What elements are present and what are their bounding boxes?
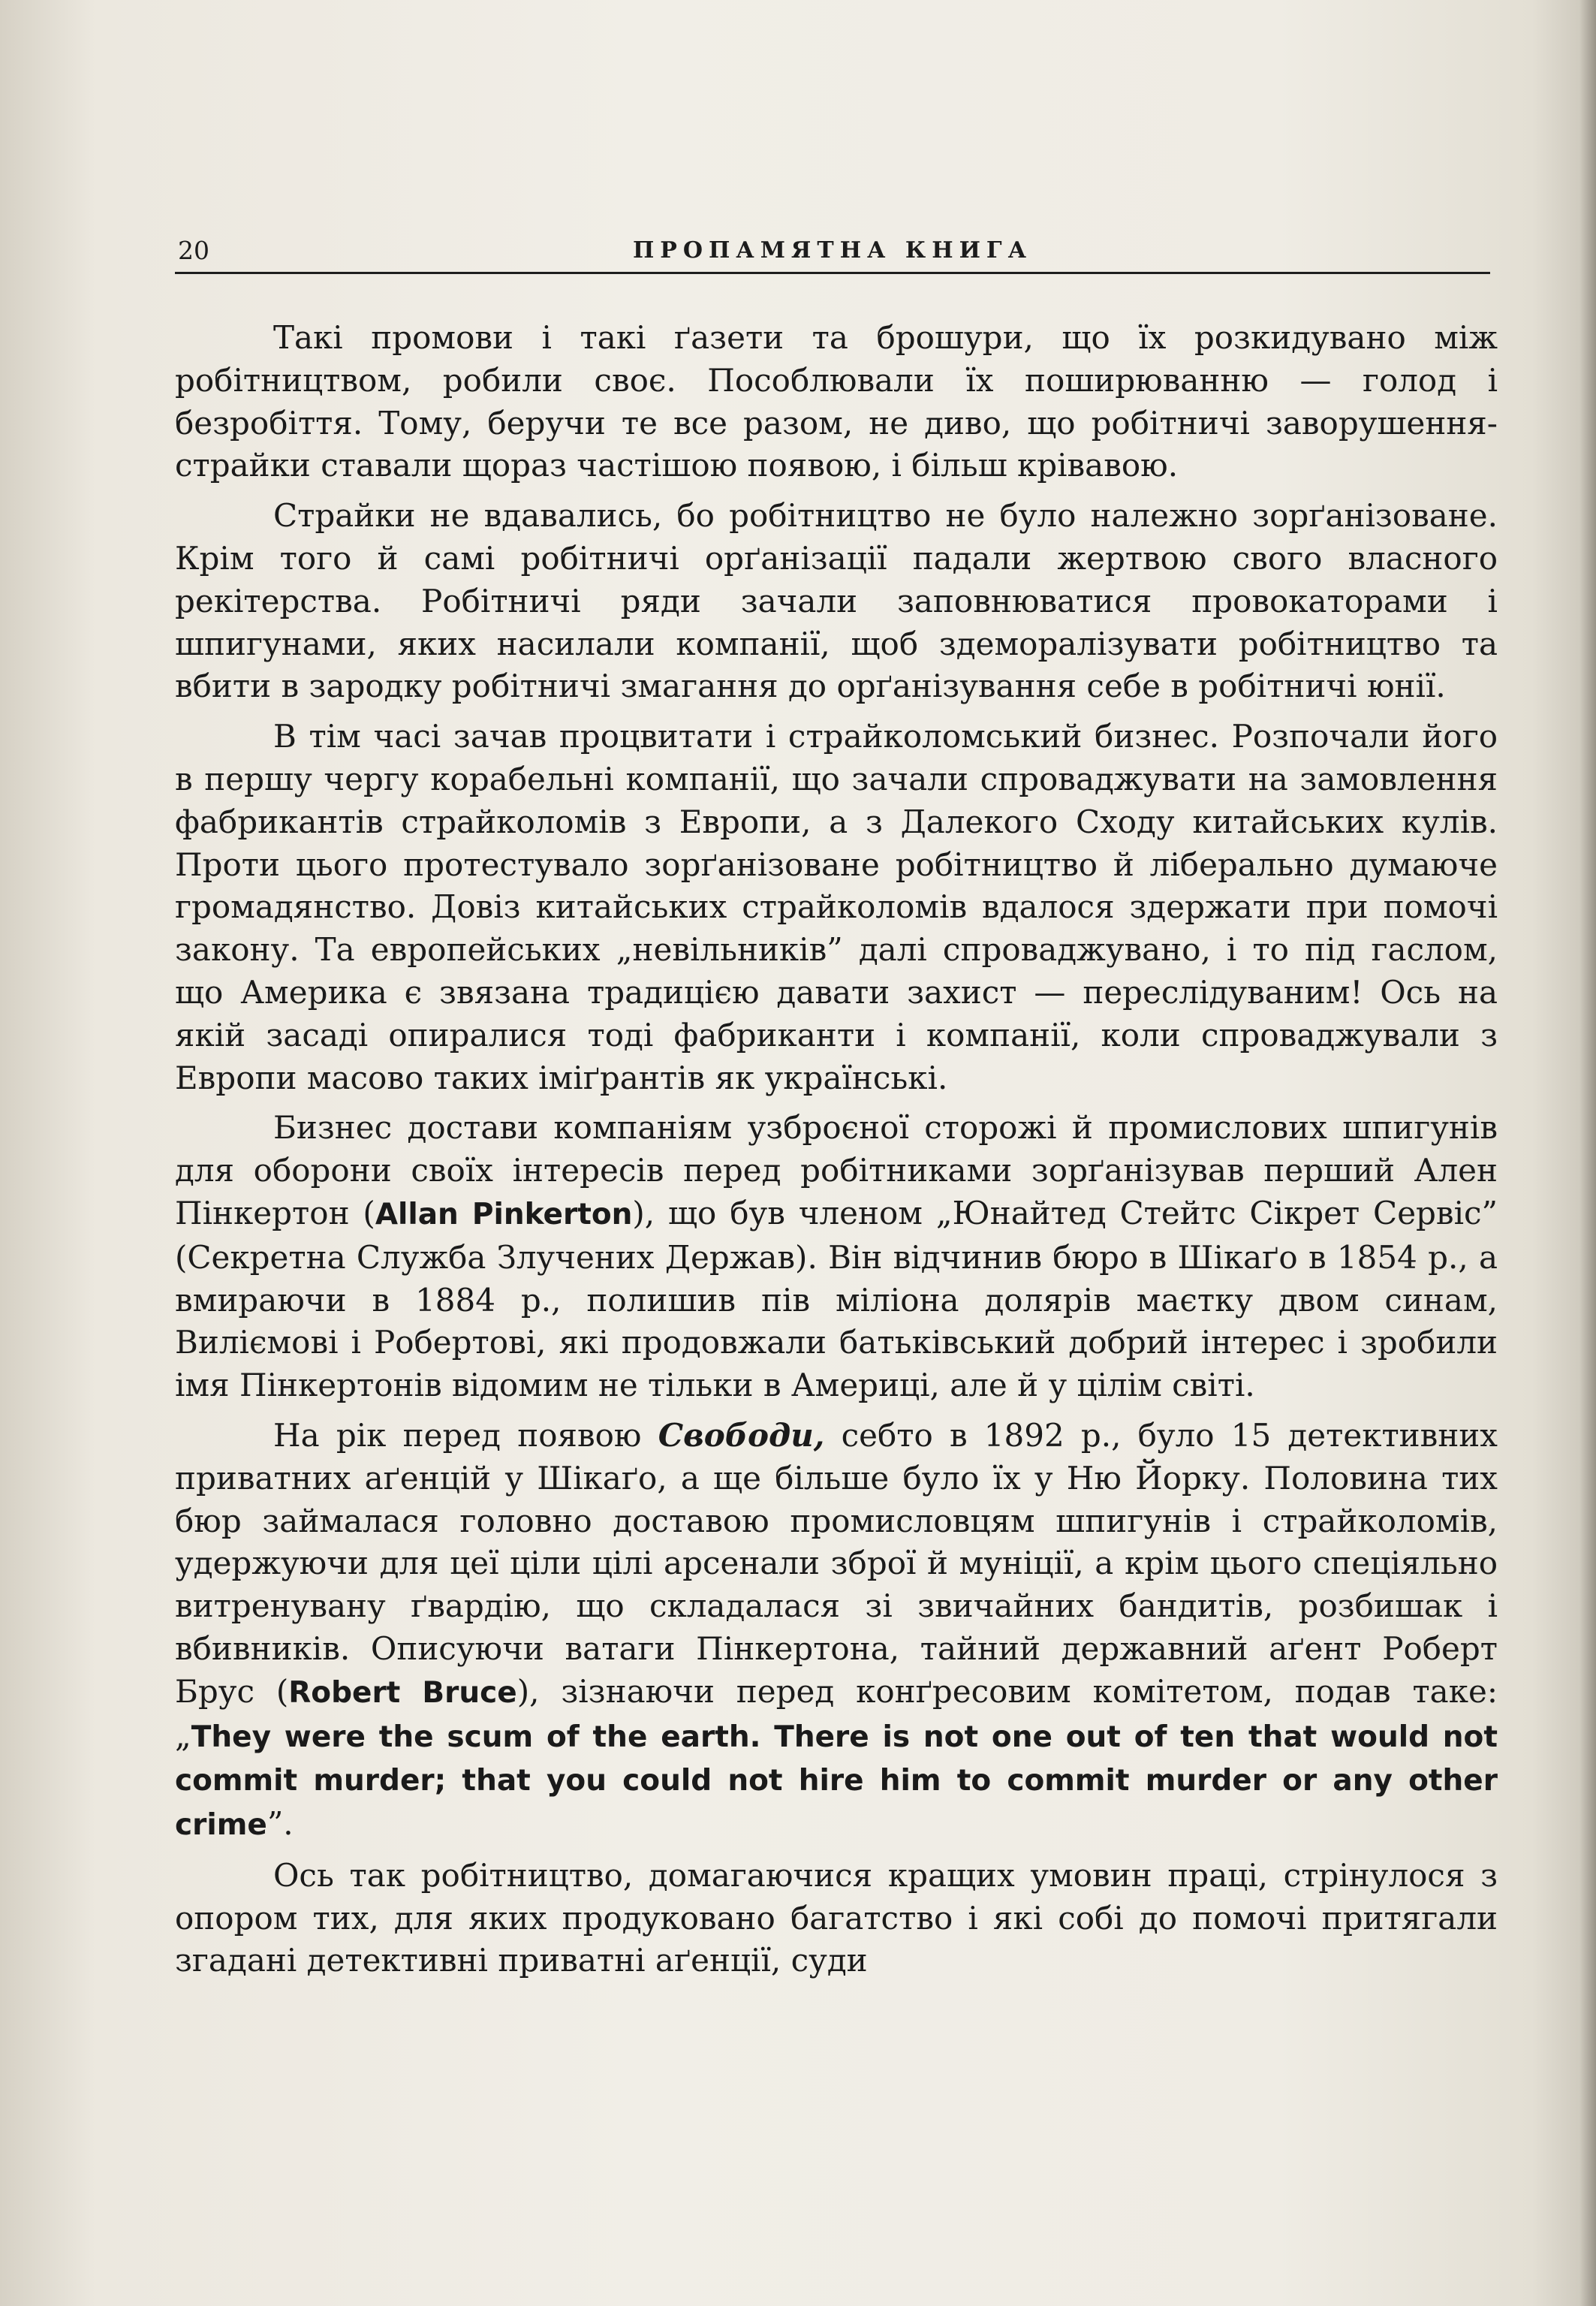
- paragraph-5-text-d: ”.: [267, 1805, 294, 1843]
- paragraph-5: [175, 1415, 1498, 1847]
- body-text: [175, 317, 1498, 1982]
- paragraph-5-text-c: ), зізнаючи перед конґресовим комітетом, подав таке: „: [175, 1672, 1498, 1754]
- english-quote: They were the scum of the earth. There is not one out of ten that would not commit murder; that you could not hire him to commit murder or any other crime: [175, 1720, 1498, 1843]
- paragraph-5-text-a: На рік перед появою: [273, 1416, 658, 1454]
- italic-title-svobody: Свободи,: [658, 1416, 825, 1454]
- paragraph-2: Страйки не вдавались, бо робітництво не було належно зорґанізоване. Крім того й самі робітничі орґанізації падали жертвою свого власного рекітерства. Робітничі ряди зачали заповнюватися провокаторами і шпигунами, яких насилали компанії, щоб здеморалізувати робітництво та вбити в зародку робітничі змагання до орґанізування себе в робітничі юнії.: [175, 497, 1498, 705]
- paragraph-4: [175, 1107, 1498, 1407]
- paragraph-gap: [175, 708, 1498, 716]
- latin-name-bruce: Robert Bruce: [288, 1675, 517, 1710]
- paragraph-gap: [175, 1847, 1498, 1855]
- paragraph-gap: [175, 487, 1498, 495]
- paragraph-3: В тім часі зачав процвитати і страйколомський бизнес. Розпочали його в першу чергу корабельні компанії, що зачали спроваджувати на замовлення фабрикантів страйколомів з Европи, а з Далекого Сходу китайських кулів. Проти цього протестувало зорґанізоване робітництво й ліберально думаюче громадянство. Довіз китайських страйколомів вдалося здержати при помочі закону. Та европейських „невільників” далі спроваджувано, і то під гаслом, що Америка є звязана традицією давати захист — переслідуваним! Ось на якій засаді опиралися тоді фабриканти і компанії, коли спроваджували з Европи масово таких іміґрантів як українські.: [175, 718, 1498, 1096]
- page-scan-edge: [1579, 0, 1596, 2306]
- paragraph-1: Такі промови і такі ґазети та брошури, що їх розкидувано між робітництвом, робили своє. Пособлювали їх поширюванню — голод і безробіття. Тому, беручи те все разом, не диво, що робітничі заворушення-страйки ставали щораз частішою появою, і більш крівавою.: [175, 319, 1498, 484]
- page-header: [175, 233, 1490, 274]
- paragraph-5-text-b: себто в 1892 р., було 15 детективних приватних аґенцій у Шікаґо, а ще більше було їх у Ню Йорку. Половина тих бюр займалася головно доставою промисловцям шпигунів і страйколомів, удержуючи для цеї ціли цілі арсенали зброї й муніції, а крім цього спеціяльно витренувану ґвардію, що складалася зі звичайних бандитів, розбишак і вбивників. Описуючи ватаги Пінкертона, тайний державний аґент Роберт Брус (: [175, 1416, 1498, 1710]
- running-title: ПРОПАМЯТНА КНИГА: [632, 237, 1033, 264]
- paragraph-gap: [175, 1407, 1498, 1415]
- paragraph-4-text-a: Бизнес достави компаніям узброєної сторожі й промислових шпигунів для оборони своїх інтересів перед робітниками зорґанізував перший Ален Пінкертон (: [175, 1109, 1498, 1231]
- latin-name-pinkerton: Allan Pinkerton: [375, 1197, 633, 1231]
- page-number: 20: [178, 236, 209, 265]
- paragraph-4-text-b: ), що був членом „Юнайтед Стейтс Сікрет Сервіс” (Секретна Служба Злучених Держав). Він відчинив бюро в Шікаґо в 1854 р., а вмираючи в 1884 р., полишив пів міліона долярів маєтку двом синам, Виліємові і Робертові, які продовжали батьківський добрий інтерес і зробили імя Пінкертонів відомим не тільки в Америці, але й у цілім світі.: [175, 1194, 1498, 1404]
- paragraph-6: Ось так робітництво, домагаючися кращих умовин праці, стрінулося з опором тих, для яких продуковано багатство і які собі до помочі притягали згадані детективні приватні аґенції, суди: [175, 1856, 1498, 1979]
- paragraph-gap: [175, 1099, 1498, 1107]
